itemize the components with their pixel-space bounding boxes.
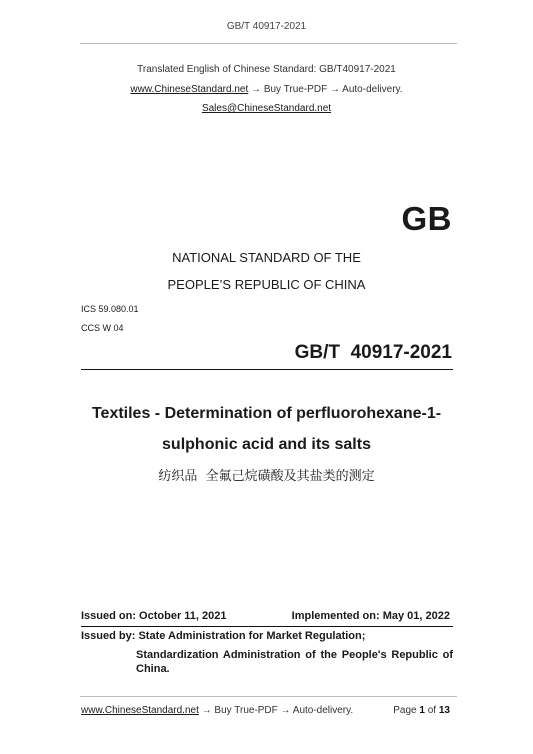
- buy-text: → Buy True-PDF → Auto-delivery.: [248, 84, 403, 95]
- translation-notice: Translated English of Chinese Standard: GB/T40917-2021: [137, 64, 396, 75]
- footer-divider: [80, 696, 457, 697]
- email-line: [0, 103, 533, 114]
- issuer-second-line-end: China.: [136, 663, 170, 675]
- footer-buy-text: → Buy True-PDF → Auto-delivery.: [198, 705, 354, 716]
- page-header: GB/T 40917-2021: [226, 21, 307, 32]
- title-chinese: 纺织品 全氟己烷磺酸及其盐类的测定: [158, 469, 375, 484]
- site-link[interactable]: www.ChineseStandard.net: [130, 84, 249, 95]
- national-standard-line1: NATIONAL STANDARD OF THE: [172, 250, 361, 265]
- implemented-date: Implemented on: May 01, 2022: [291, 610, 450, 622]
- standard-number: GB/T 40917-2021: [294, 342, 452, 363]
- title-line2: sulphonic acid and its salts: [162, 436, 371, 453]
- footer-site-link[interactable]: www.ChineseStandard.net: [81, 705, 199, 716]
- footer-purchase-line: [81, 705, 353, 716]
- header-divider: [80, 43, 457, 44]
- national-standard-line2: PEOPLE’S REPUBLIC OF CHINA: [167, 277, 366, 292]
- purchase-line: [0, 84, 533, 95]
- issued-by: Issued by: State Administration for Market Regulation;: [81, 630, 366, 642]
- page-of: of: [427, 705, 437, 716]
- issuer-second-line: Standardization Administration of the People's Republic of: [136, 649, 453, 661]
- issued-date: Issued on: October 11, 2021: [81, 610, 227, 622]
- page-label: Page: [393, 705, 417, 716]
- gb-logo: GB: [401, 200, 452, 237]
- page-current: 1: [419, 705, 425, 716]
- standard-number-divider: [81, 369, 453, 370]
- page-total: 13: [438, 705, 450, 716]
- title-line1: Textiles - Determination of perfluorohexane-1-: [91, 405, 442, 422]
- ics-code: ICS 59.080.01: [81, 304, 139, 314]
- ccs-code: CCS W 04: [81, 323, 124, 333]
- email-link[interactable]: Sales@ChineseStandard.net: [201, 103, 332, 114]
- page-indicator: [393, 705, 450, 716]
- dates-divider: [81, 626, 453, 627]
